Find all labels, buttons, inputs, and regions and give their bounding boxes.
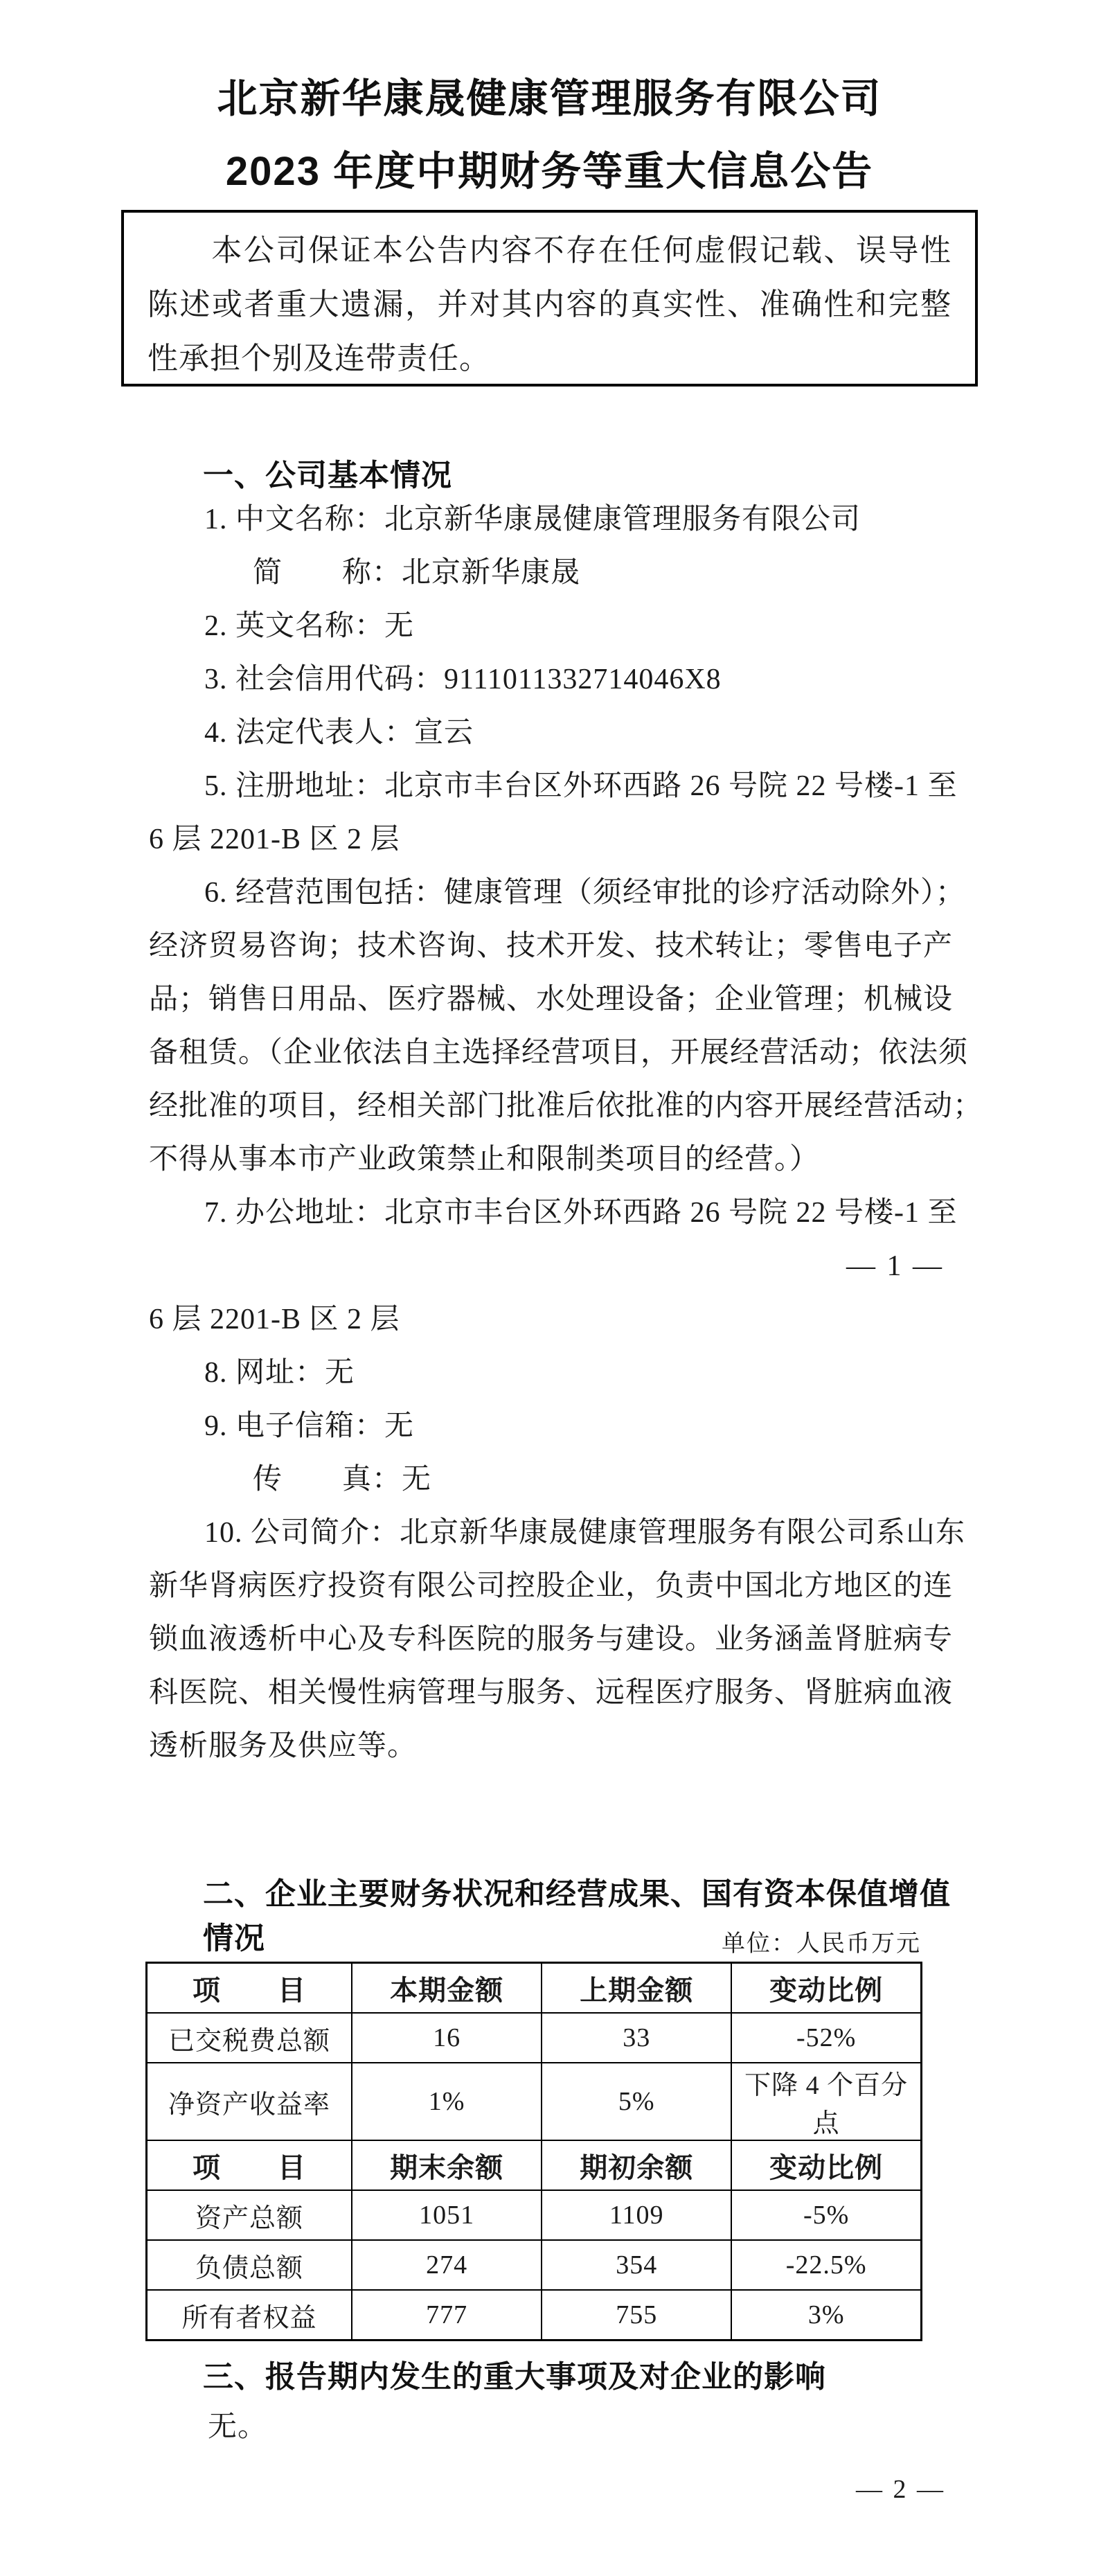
body-line-profile-2: 新华肾病医疗投资有限公司控股企业，负责中国北方地区的连 bbox=[149, 1570, 954, 1602]
table-cell: 16 bbox=[352, 2013, 542, 2063]
table-cell: 33 bbox=[542, 2013, 731, 2063]
table-cell: 1051 bbox=[352, 2190, 542, 2240]
body-line-scope-4: 备租赁。（企业依法自主选择经营项目，开展经营活动；依法须 bbox=[149, 1037, 969, 1069]
table-header-cell: 期末余额 bbox=[352, 2140, 542, 2190]
table-cell: 净资产收益率 bbox=[147, 2063, 352, 2140]
body-line-fax: 传 真：无 bbox=[253, 1464, 432, 1495]
table-header-row-1 bbox=[147, 1963, 922, 2014]
body-line-profile-5: 透析服务及供应等。 bbox=[149, 1730, 418, 1762]
body-line-profile-3: 锁血液透析中心及专科医院的服务与建设。业务涵盖肾脏病专 bbox=[149, 1624, 954, 1655]
table-cell: 1109 bbox=[542, 2190, 731, 2240]
table-row-taxes-paid bbox=[147, 2013, 922, 2063]
table-cell: 274 bbox=[352, 2240, 542, 2290]
table-cell: 已交税费总额 bbox=[147, 2013, 352, 2063]
body-line-reg-address-2: 6 层 2201-B 区 2 层 bbox=[149, 824, 400, 855]
document-title-line-1: 北京新华康晟健康管理服务有限公司 bbox=[217, 76, 882, 121]
table-cell: 5% bbox=[542, 2063, 731, 2140]
table-cell: 下降 4 个百分点 bbox=[731, 2063, 921, 2140]
table-cell: 资产总额 bbox=[147, 2190, 352, 2240]
disclaimer-box bbox=[121, 210, 978, 387]
body-line-scope-3: 品；销售日用品、医疗器械、水处理设备；企业管理；机械设 bbox=[149, 984, 954, 1015]
table-cell: 1% bbox=[352, 2063, 542, 2140]
table-cell: 负债总额 bbox=[147, 2240, 352, 2290]
table-row-roe bbox=[147, 2063, 922, 2140]
body-line-scope-1: 6. 经营范围包括：健康管理（须经审批的诊疗活动除外）； bbox=[204, 877, 966, 909]
table-header-cell: 项 目 bbox=[147, 1963, 352, 2014]
table-unit-note: 单位：人民币万元 bbox=[722, 1931, 921, 1957]
table-header-cell: 变动比例 bbox=[731, 2140, 921, 2190]
body-line-legal-rep: 4. 法定代表人：宣云 bbox=[204, 717, 474, 749]
body-line-profile-4: 科医院、相关慢性病管理与服务、远程医疗服务、肾脏病血液 bbox=[149, 1677, 954, 1709]
table-cell: -5% bbox=[731, 2190, 921, 2240]
document-title-line-2: 2023 年度中期财务等重大信息公告 bbox=[225, 149, 874, 194]
table-header-cell: 变动比例 bbox=[731, 1963, 921, 2014]
table-cell: 777 bbox=[352, 2290, 542, 2340]
body-line-website: 8. 网址：无 bbox=[204, 1357, 355, 1389]
body-line-credit-code: 3. 社会信用代码：9111011332714046X8 bbox=[204, 664, 722, 695]
body-line-office-address-1: 7. 办公地址：北京市丰台区外环西路 26 号院 22 号楼-1 至 bbox=[204, 1197, 958, 1229]
body-line-reg-address-1: 5. 注册地址：北京市丰台区外环西路 26 号院 22 号楼-1 至 bbox=[204, 770, 958, 802]
table-header-cell: 项 目 bbox=[147, 2140, 352, 2190]
table-header-row-2 bbox=[147, 2140, 922, 2190]
table-cell: -22.5% bbox=[731, 2240, 921, 2290]
body-line-scope-2: 经济贸易咨询；技术咨询、技术开发、技术转让；零售电子产 bbox=[149, 930, 954, 962]
body-line-chinese-name: 1. 中文名称：北京新华康晟健康管理服务有限公司 bbox=[204, 504, 861, 535]
table-header-cell: 上期金额 bbox=[542, 1963, 731, 2014]
table-cell: -52% bbox=[731, 2013, 921, 2063]
section-1-body bbox=[149, 493, 983, 1773]
section-1-heading: 一、公司基本情况 bbox=[203, 459, 452, 492]
table-cell: 所有者权益 bbox=[147, 2290, 352, 2340]
body-line-scope-6: 不得从事本市产业政策禁止和限制类项目的经营。） bbox=[149, 1144, 820, 1175]
table-cell: 755 bbox=[542, 2290, 731, 2340]
disclaimer-text: 本公司保证本公告内容不存在任何虚假记载、误导性陈述或者重大遗漏，并对其内容的真实性、准确性和完整性承担个别及连带责任。 bbox=[148, 233, 951, 375]
financial-table bbox=[145, 1962, 922, 2341]
page-2-number: — 2 — bbox=[856, 2475, 945, 2504]
table-header-cell: 本期金额 bbox=[352, 1963, 542, 2014]
table-header-cell: 期初余额 bbox=[542, 2140, 731, 2190]
section-3-heading: 三、报告期内发生的重大事项及对企业的影响 bbox=[203, 2360, 826, 2394]
section-2-heading: 二、企业主要财务状况和经营成果、国有资本保值增值情况 bbox=[203, 1877, 951, 1955]
table-cell: 354 bbox=[542, 2240, 731, 2290]
body-line-short-name: 简 称：北京新华康晟 bbox=[253, 557, 581, 589]
body-line-scope-5: 经批准的项目，经相关部门批准后依批准的内容开展经营活动； bbox=[149, 1090, 983, 1122]
table-row-total-assets bbox=[147, 2190, 922, 2240]
table-row-total-liabilities bbox=[147, 2240, 922, 2290]
section-3-body: 无。 bbox=[208, 2411, 268, 2443]
table-cell: 3% bbox=[731, 2290, 921, 2340]
body-line-email: 9. 电子信箱：无 bbox=[204, 1410, 415, 1442]
body-line-english-name: 2. 英文名称：无 bbox=[204, 610, 415, 642]
body-line-office-address-2: 6 层 2201-B 区 2 层 bbox=[149, 1304, 400, 1335]
page-1-number: — 1 — bbox=[846, 1250, 944, 1282]
body-line-profile-1: 10. 公司简介：北京新华康晟健康管理服务有限公司系山东 bbox=[204, 1517, 966, 1549]
table-row-owners-equity bbox=[147, 2290, 922, 2340]
